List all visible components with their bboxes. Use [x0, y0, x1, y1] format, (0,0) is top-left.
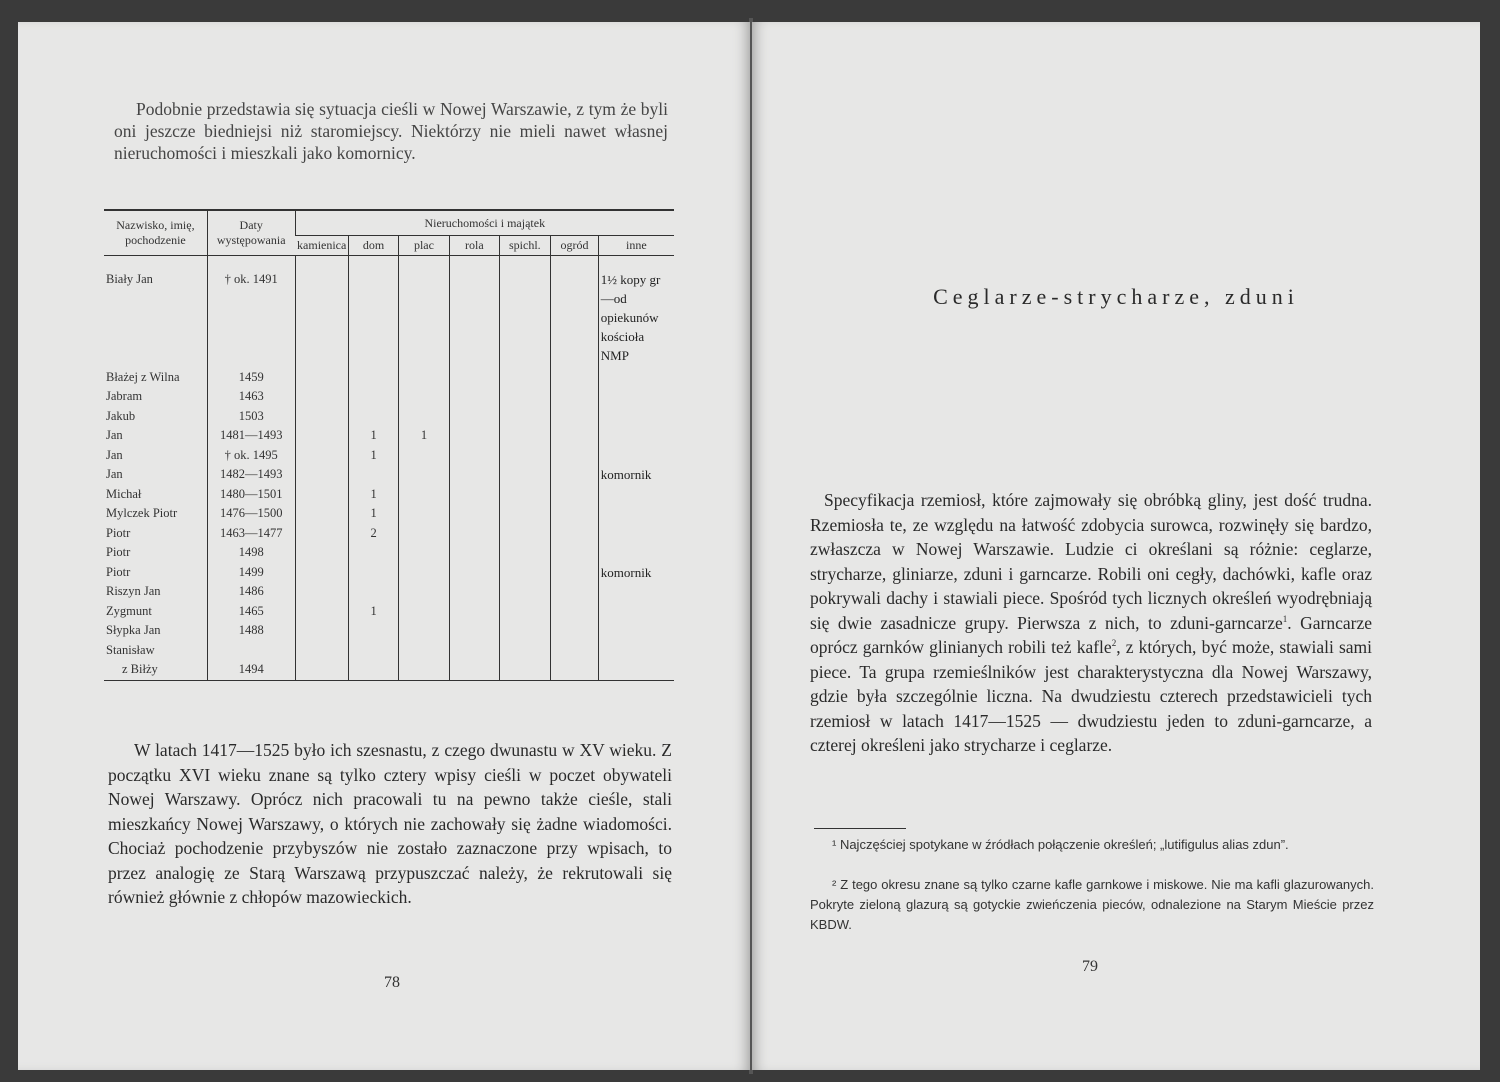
- body-part-2: . Garncarze oprócz garnków glinianych robili też kafle: [810, 612, 1372, 657]
- table-row: Mylczek Piotr 1476—1500 1: [104, 504, 674, 524]
- row-name: Piotr: [106, 564, 131, 579]
- table-row: Jan 1482—1493 komornik: [104, 465, 674, 485]
- row-date: [207, 641, 295, 661]
- table-row: Jan † ok. 1495 1: [104, 446, 674, 466]
- table-row: [104, 329, 674, 349]
- row-name: z Biłży: [104, 660, 207, 680]
- row-name: Biały Jan: [106, 272, 153, 286]
- table-row: [104, 407, 674, 427]
- row-name: Piotr: [106, 525, 131, 540]
- footnote-divider: [814, 828, 906, 829]
- footnote-ref-1: 1: [1282, 613, 1288, 624]
- row-date: 1494: [207, 660, 295, 680]
- footnote-1: ¹ Najczęściej spotykane w źródłach połączenie określeń; „lutifigulus alias zdun”.: [832, 837, 1289, 852]
- table-row: [104, 543, 674, 563]
- table-row: [104, 348, 674, 368]
- right-page: [752, 22, 1480, 1070]
- header-rola: rola: [450, 236, 499, 256]
- table-row: [104, 582, 674, 602]
- chapter-title: Ceglarze-strycharze, zduni: [933, 284, 1299, 309]
- left-page: [18, 22, 750, 1070]
- header-spichlerz: spichl.: [499, 236, 551, 256]
- table-row: [104, 621, 674, 641]
- row-date: 1465: [207, 602, 295, 622]
- row-name: Mylczek Piotr: [106, 506, 178, 520]
- row-name: Zygmunt: [106, 603, 152, 618]
- header-name: Nazwisko, imię, pochodzenie: [104, 210, 207, 256]
- header-dates: Daty występowania: [207, 210, 295, 256]
- chapter-body: [810, 488, 1372, 758]
- footnote-ref-2: 2: [1111, 638, 1117, 649]
- row-date: 1481—1493: [207, 426, 295, 446]
- table-row: [104, 290, 674, 310]
- row-date: 1482—1493: [207, 465, 295, 485]
- table-row: [104, 641, 674, 661]
- row-date: 1476—1500: [207, 504, 295, 524]
- header-property-group: Nieruchomości i majątek: [295, 210, 674, 236]
- row-inne: 1½ kopy gr—od opiekunów kościoła NMP: [598, 270, 674, 368]
- row-name: Słypka Jan: [106, 623, 161, 637]
- row-name: Piotr: [106, 545, 131, 559]
- page-number-right: 79: [1082, 958, 1098, 975]
- page-number-left: 78: [384, 974, 400, 991]
- row-date: † ok. 1495: [207, 446, 295, 466]
- table-row: Zygmunt 1465 1: [104, 602, 674, 622]
- row-date: 1459: [207, 368, 295, 388]
- row-name: Stanisław: [106, 642, 155, 657]
- row-name: Michał: [106, 486, 142, 501]
- table-row: Michał 1480—1501 1: [104, 485, 674, 505]
- body-part-3: , z których, być może, stawiali sami piece. Ta grupa rzemieślników jest charakterystyczna dla Nowej Warszawy, gdzie była szczególnie liczna. Na dwudziestu czterech przedstawicieli tych rzemiosł w latach 1417—1525 — dwudziestu jeden to zduni-garncarze, a czterej określeni jako strycharze i ceglarze.: [810, 637, 1372, 755]
- header-ogrod: ogród: [551, 236, 599, 256]
- row-date: 1486: [207, 582, 295, 602]
- carpenters-table: [104, 209, 674, 681]
- header-plac: plac: [398, 236, 449, 256]
- row-name: Jakub: [106, 408, 136, 423]
- table-row: Piotr 1499 komornik: [104, 563, 674, 583]
- row-date: 1498: [207, 543, 295, 563]
- table-row: [104, 368, 674, 388]
- row-date: 1463—1477: [207, 524, 295, 544]
- table-row: Jan 1481—1493 1 1: [104, 426, 674, 446]
- row-date: 1480—1501: [207, 485, 295, 505]
- row-name: Jabram: [106, 389, 143, 403]
- row-name: Jan: [106, 467, 123, 481]
- header-inne: inne: [598, 236, 674, 256]
- row-name: Riszyn Jan: [106, 584, 161, 598]
- table-row: [104, 309, 674, 329]
- table-row: [104, 270, 674, 290]
- table-row: Piotr 1463—1477 2: [104, 524, 674, 544]
- intro-paragraph: Podobnie przedstawia się sytuacja cieśli w Nowej Warszawie, z tym że byli oni jeszcze biedniejsi niż staromiejscy. Niektórzy nie mieli nawet własnej nieruchomości i mieszkali jako komornicy.: [114, 99, 668, 163]
- row-name: Jan: [106, 447, 123, 462]
- header-kamienica: kamienica: [295, 236, 349, 256]
- table-row: [104, 660, 674, 680]
- row-date: 1503: [207, 407, 295, 427]
- footnote-2: ² Z tego okresu znane są tylko czarne kafle garnkowe i miskowe. Nie ma kafli glazurowanych. Pokryte zieloną glazurą są gotyckie zwieńczenia pieców, odnalezione na Starym Mieście przez KBDW.: [810, 877, 1374, 932]
- row-name: Jan: [106, 428, 123, 442]
- row-date: 1499: [207, 563, 295, 583]
- after-table-paragraph: W latach 1417—1525 było ich szesnastu, z czego dwunastu w XV wieku. Z początku XVI wieku znane są tylko cztery wpisy cieśli w poczet obywateli Nowej Warszawy. Oprócz nich pracowali tu na pewno także cieśle, stali mieszkańcy Nowej Warszawy, o których nie zachowały się żadne wiadomości. Chociaż pochodzenie przybyszów nie zostało zaznaczone przy wpisach, to przez analogię ze Starą Warszawą przypuszczać należy, że rekrutowali się również głównie z chłopów mazowieckich.: [108, 740, 672, 907]
- table-row: [104, 387, 674, 407]
- row-date: 1463: [207, 387, 295, 407]
- body-part-1: Specyfikacja rzemiosł, które zajmowały się obróbką gliny, jest dość trudna. Rzemiosła te, ze względu na łatwość zdobycia surowca, rozwinęły się bardzo, zwłaszcza w Nowej Warszawie. Ludzie ci określani są różnie: ceglarze, strycharze, gliniarze, zduni i garncarze. Robili oni cegły, dachówki, kafle oraz pokrywali dachy i stawiali piece. Spośród tych licznych określeń wyodrębniają się dwie zasadnicze grupy. Pierwsza z nich, to zduni-garncarze: [810, 490, 1372, 633]
- header-dom: dom: [349, 236, 398, 256]
- row-name: Błażej z Wilna: [106, 369, 180, 384]
- row-date: 1488: [207, 621, 295, 641]
- row-date: † ok. 1491: [207, 270, 295, 290]
